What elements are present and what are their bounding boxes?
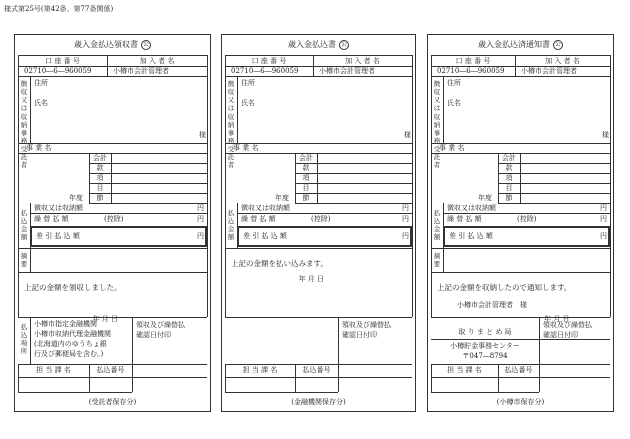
slip-deduction-label: (控除) [311, 215, 331, 223]
receipt-place-line: 小樽市収納代理金融機関 [34, 330, 111, 338]
receipt-rule [111, 153, 112, 203]
slip-payment-amount-label: 払込金額 [227, 209, 235, 242]
notice-statement: 上記の金額を収納したので通知します。 [437, 283, 572, 292]
slip-rule [295, 163, 412, 164]
receipt-address-label: 住所 [34, 79, 48, 87]
notice-rule [431, 76, 610, 77]
receipt-place-line: (北海道内のゆうちょ銀 [34, 340, 107, 348]
slip-seal: 公 [340, 41, 347, 48]
receipt-net-label: 差 引 払 込 額 [36, 232, 80, 240]
slip-title-text: 歳入金払込書 [288, 40, 336, 49]
notice-rule [431, 317, 610, 318]
receipt-rule [207, 55, 208, 317]
receipt-yen: 円 [197, 215, 204, 223]
slip-transfer-label: 繰 替 払 額 [241, 215, 276, 223]
receipt-title-text: 歳入金払込領収書 [74, 40, 138, 49]
receipt-project-label: 事 業 名 [26, 144, 52, 152]
notice-subscriber: 小樽市会計管理者 [521, 67, 577, 75]
slip-rule [225, 55, 412, 56]
notice-rule [498, 203, 610, 204]
receipt-budget-item: 款 [96, 164, 104, 172]
notice-rule [443, 213, 610, 214]
slip-rule [225, 153, 412, 154]
receipt-budget-item: 項 [96, 174, 104, 182]
notice-rule [431, 392, 539, 393]
receipt-name-label: 氏名 [34, 99, 48, 107]
receipt-payment-no-header: 払込番号 [96, 366, 125, 374]
receipt-rule [18, 55, 207, 56]
notice-postal: 〒047―8794 [462, 352, 508, 360]
receipt-subscriber: 小樽市会計管理者 [113, 67, 169, 75]
notice-collection-label: 徴収又は収納額 [447, 204, 496, 212]
receipt-rule [30, 248, 31, 272]
receipt-rule [30, 317, 31, 364]
slip-collector-label: 徴収又は収納事務受託者 [227, 80, 235, 170]
slip-fiscal-year: 年度 [275, 194, 289, 202]
notice-remarks-label: 摘要 [433, 252, 441, 269]
notice-date: 年 月 日 [544, 315, 570, 323]
slip-keeper: (金融機関保存分) [291, 398, 346, 406]
receipt-rule [89, 163, 207, 164]
slip-yen: 円 [402, 232, 409, 240]
receipt-collector-label: 徴収又は収納事務受託者 [20, 80, 28, 170]
receipt-budget-item: 目 [96, 184, 104, 192]
slip-officer-header: 担 当 課 名 [242, 366, 278, 374]
receipt-collection-label: 徴収又は収納額 [34, 204, 83, 212]
notice-title [427, 40, 614, 50]
receipt-keeper: (受託者保存分) [88, 398, 137, 406]
notice-rule [431, 272, 610, 273]
notice-transfer-label: 繰 替 払 額 [447, 215, 482, 223]
receipt-rule [18, 248, 207, 249]
notice-project-label: 事 業 名 [439, 144, 465, 152]
notice-rule [431, 364, 610, 365]
receipt-rule [89, 193, 207, 194]
notice-rule [431, 248, 610, 249]
receipt-yen: 円 [197, 204, 204, 212]
slip-rule [225, 248, 412, 249]
notice-fiscal-year: 年度 [478, 194, 492, 202]
receipt-place-label: 払込場所 [20, 323, 28, 356]
notice-account-header: 口 座 番 号 [455, 57, 491, 65]
notice-seal: 公 [554, 41, 561, 48]
slip-rule [225, 392, 338, 393]
notice-rule [431, 55, 610, 56]
notice-name-label: 氏名 [447, 99, 461, 107]
receipt-date: 年 月 日 [92, 315, 118, 323]
notice-account-no: 02710―6―960059 [437, 67, 505, 75]
notice-deduction-label: (控除) [517, 215, 537, 223]
receipt-rule [30, 76, 31, 143]
slip-date: 年 月 日 [298, 275, 324, 283]
notice-budget-item: 目 [505, 184, 513, 192]
notice-rule [539, 364, 540, 392]
receipt-rule [89, 203, 207, 204]
notice-title-text: 歳入金払込済通知書 [478, 40, 550, 49]
slip-yen: 円 [402, 215, 409, 223]
notice-budget-item: 項 [505, 174, 513, 182]
receipt-statement: 上記の金額を領収しました。 [24, 283, 122, 292]
receipt-budget-item: 会計 [93, 154, 107, 162]
receipt-remarks-label: 摘要 [20, 252, 28, 269]
slip-rule [412, 55, 413, 317]
receipt-account-no: 02710―6―960059 [24, 67, 92, 75]
slip-rule [317, 153, 318, 203]
receipt-transfer-label: 繰 替 払 額 [34, 215, 69, 223]
notice-rule [520, 153, 521, 203]
slip-budget-item: 会計 [299, 154, 313, 162]
receipt-account-header: 口 座 番 号 [45, 57, 80, 65]
receipt-seal: 公 [142, 41, 149, 48]
receipt-rule [18, 153, 207, 154]
receipt-officer-header: 担 当 課 名 [36, 366, 71, 374]
receipt-honorific: 様 [199, 131, 206, 139]
slip-address-label: 住所 [241, 79, 255, 87]
slip-payment-no-header: 払込番号 [302, 366, 331, 374]
slip-honorific: 様 [404, 131, 411, 139]
notice-budget-item: 会計 [502, 154, 516, 162]
slip-budget-item: 節 [302, 194, 310, 202]
receipt-payment-amount-label: 払込金額 [20, 209, 28, 242]
notice-yen: 円 [600, 204, 607, 212]
notice-budget-item: 節 [505, 194, 513, 202]
notice-office-name: 小樽貯金事務センター [450, 342, 520, 350]
slip-budget-item: 目 [302, 184, 310, 192]
slip-project-label: 事 業 名 [233, 144, 259, 152]
notice-collector-label: 徴収又は収納事務受託者 [433, 80, 441, 170]
form-number: 様式第25号(第42条、第77条関係) [4, 5, 114, 13]
receipt-rule [18, 364, 207, 365]
slip-rule [225, 317, 412, 318]
notice-signer: 小樽市会計管理者 様 [457, 301, 527, 309]
notice-keeper: (小樽市保存分) [496, 398, 545, 406]
receipt-rule [18, 317, 207, 318]
slip-rule [225, 377, 412, 378]
receipt-rule [18, 76, 207, 77]
notice-confirm-line: 領収及び繰替払 [543, 321, 592, 329]
slip-rule [237, 213, 412, 214]
slip-rule [225, 364, 412, 365]
slip-rule [295, 183, 412, 184]
notice-confirm-line: 確認日付印 [543, 331, 578, 339]
notice-address-label: 住所 [447, 79, 461, 87]
slip-rule [295, 193, 412, 194]
receipt-rule [132, 364, 133, 392]
notice-subscriber-header: 加 入 者 名 [545, 57, 580, 65]
notice-yen: 円 [600, 232, 607, 240]
slip-budget-item: 項 [302, 174, 310, 182]
receipt-deduction-label: (控除) [104, 215, 124, 223]
notice-rule [498, 193, 610, 194]
notice-payment-amount-label: 払込金額 [433, 209, 441, 242]
notice-net-label: 差 引 払 込 額 [449, 232, 493, 240]
slip-confirm-line: 領収及び繰替払 [342, 321, 391, 329]
slip-rule [295, 173, 412, 174]
slip-budget-item: 款 [302, 164, 310, 172]
receipt-rule [89, 173, 207, 174]
slip-rule [338, 364, 339, 392]
slip-account-header: 口 座 番 号 [251, 57, 287, 65]
notice-rule [431, 339, 610, 340]
receipt-rule [18, 377, 207, 378]
notice-rule [443, 76, 444, 143]
slip-title [221, 40, 416, 50]
slip-subscriber-header: 加 入 者 名 [345, 57, 380, 65]
notice-rule [610, 55, 611, 317]
slip-collection-label: 徴収又は収納額 [241, 204, 290, 212]
receipt-rule [18, 392, 132, 393]
slip-rule [295, 203, 412, 204]
receipt-rule [18, 272, 207, 273]
slip-panel-border [221, 34, 416, 412]
receipt-place-line: 小樽市指定金融機関 [34, 320, 97, 328]
receipt-rule [30, 213, 207, 214]
notice-honorific: 様 [602, 131, 609, 139]
notice-rule [498, 173, 610, 174]
receipt-yen: 円 [197, 232, 204, 240]
notice-yen: 円 [600, 215, 607, 223]
notice-rule [431, 377, 610, 378]
receipt-title [14, 40, 211, 50]
slip-net-label: 差 引 払 込 額 [243, 232, 287, 240]
notice-budget-item: 款 [505, 164, 513, 172]
slip-account-no: 02710―6―960059 [231, 67, 299, 75]
slip-statement: 上記の金額を払い込みます。 [231, 259, 328, 268]
notice-rule [443, 248, 444, 272]
receipt-fiscal-year: 年度 [69, 194, 83, 202]
notice-office-label: 取 り ま と め 局 [458, 328, 512, 336]
notice-rule [498, 163, 610, 164]
receipt-place-line: 行及び郵便局を含む。) [34, 350, 104, 358]
receipt-confirm-line: 領収及び繰替払 [136, 321, 185, 329]
slip-rule [225, 76, 412, 77]
receipt-subscriber-header: 加 入 者 名 [139, 57, 175, 65]
notice-payment-no-header: 払込番号 [504, 366, 533, 374]
notice-officer-header: 担 当 課 名 [447, 366, 482, 374]
receipt-rule [89, 183, 207, 184]
receipt-budget-item: 節 [96, 194, 104, 202]
receipt-confirm-line: 確認日付印 [136, 331, 171, 339]
slip-yen: 円 [402, 204, 409, 212]
slip-name-label: 氏名 [241, 99, 255, 107]
slip-subscriber: 小樽市会計管理者 [319, 67, 375, 75]
slip-confirm-line: 確認日付印 [342, 331, 377, 339]
slip-rule [237, 76, 238, 143]
notice-rule [498, 183, 610, 184]
